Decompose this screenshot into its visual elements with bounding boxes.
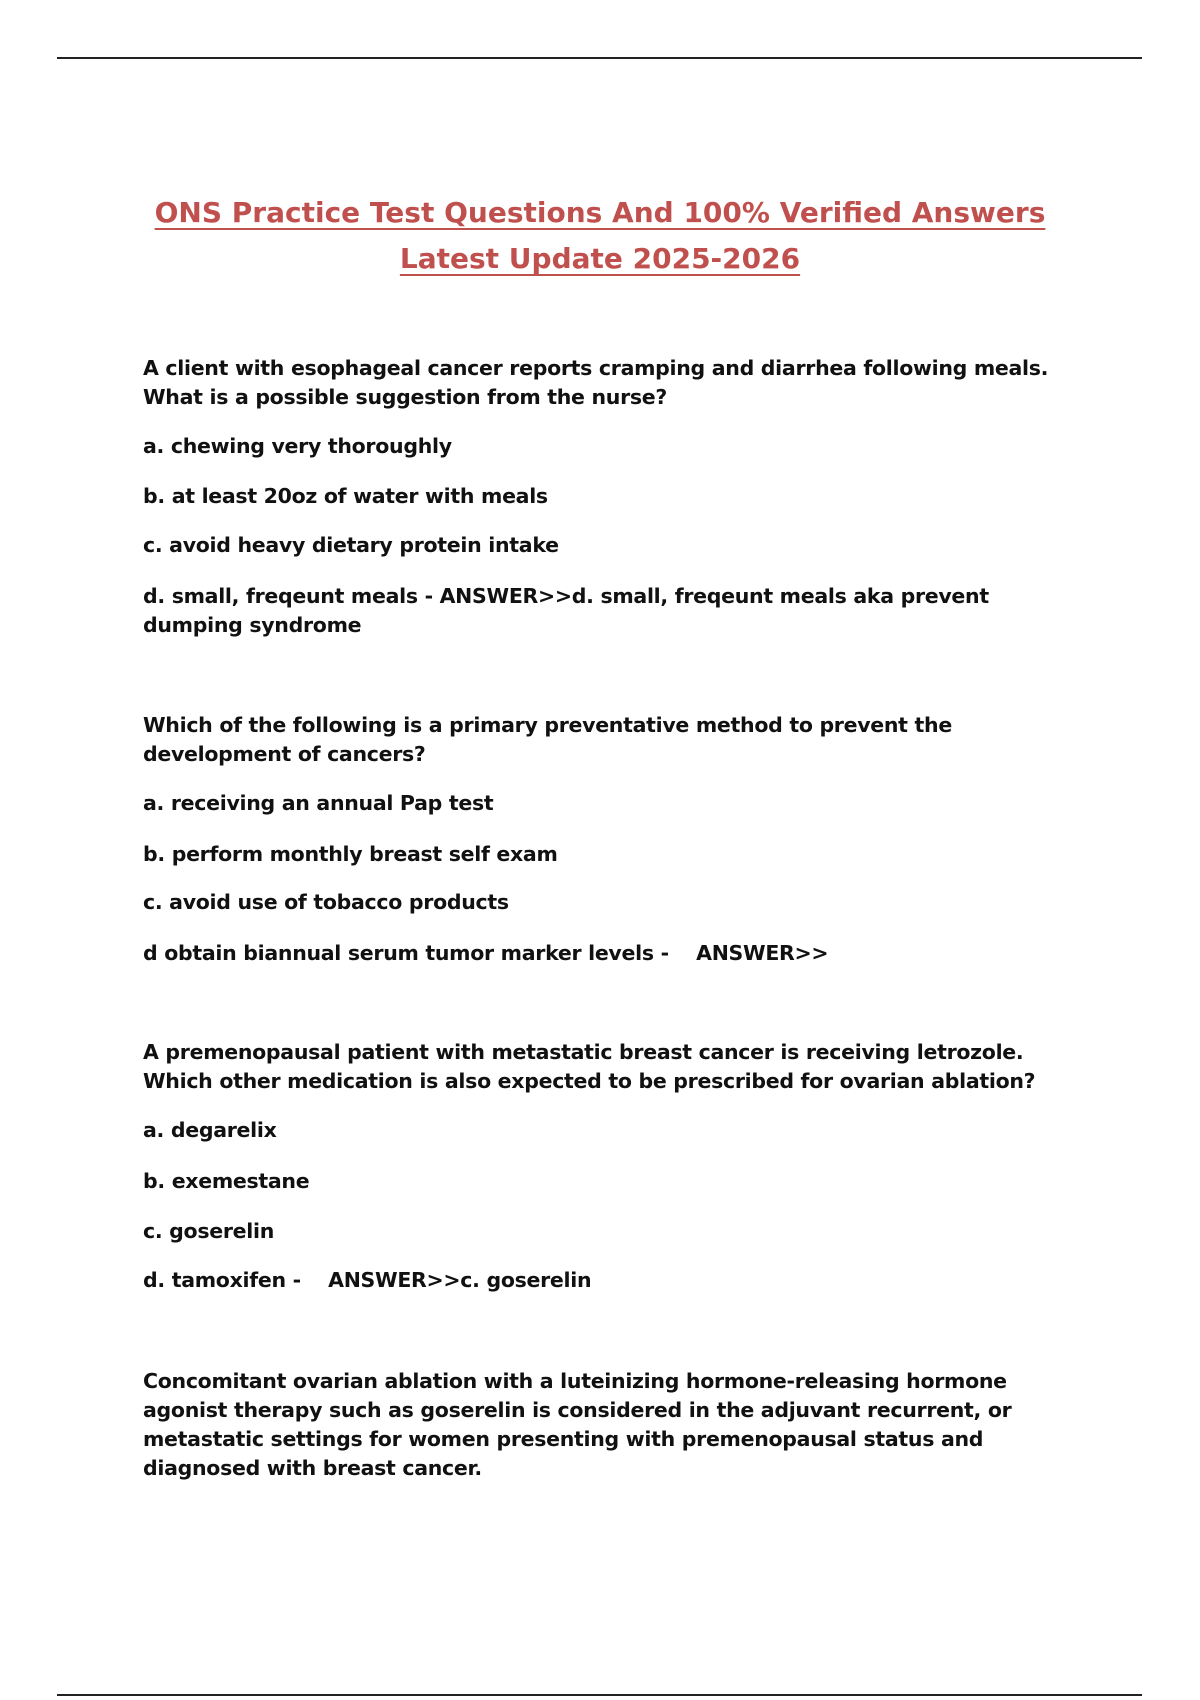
question-1-option-d-answer: d. small, freqeunt meals - ANSWER>>d. small, freqeunt meals aka prevent dumping syndrome — [143, 584, 989, 637]
question-1-stem: A client with esophageal cancer reports cramping and diarrhea following meals. What is a possible suggestion from the nurse? — [143, 356, 1049, 409]
document-title-line1 — [0, 190, 1200, 236]
bottom-divider — [57, 1694, 1142, 1696]
answer-rationale: Concomitant ovarian ablation with a luteinizing hormone-releasing hormone agonist therapy such as goserelin is considered in the adjuvant recurrent, or metastatic settings for women presenting with premenopausal status and diagnosed with breast cancer. — [143, 1369, 1012, 1480]
question-2-option-c: c. avoid use of tobacco products — [143, 890, 509, 914]
question-2-option-b: b. perform monthly breast self exam — [143, 842, 558, 866]
title-text: ONS Practice Test Questions And 100% Verified Answers — [154, 196, 1046, 229]
question-3-option-a: a. degarelix — [143, 1118, 277, 1142]
question-3-option-b: b. exemestane — [143, 1169, 310, 1193]
question-1-option-b: b. at least 20oz of water with meals — [143, 484, 548, 508]
title-text: Latest Update 2025-2026 — [399, 242, 801, 275]
question-1-option-c: c. avoid heavy dietary protein intake — [143, 533, 559, 557]
question-1-option-a: a. chewing very thoroughly — [143, 434, 452, 458]
question-2-stem: Which of the following is a primary preventative method to prevent the development of cancers? — [143, 713, 952, 766]
question-2-option-d-answer: d obtain biannual serum tumor marker levels - ANSWER>> — [143, 941, 829, 965]
question-3-option-c: c. goserelin — [143, 1219, 275, 1243]
question-3-stem: A premenopausal patient with metastatic breast cancer is receiving letrozole. Which other medication is also expected to be prescribed for ovarian ablation? — [143, 1040, 1036, 1093]
top-divider — [57, 57, 1142, 59]
question-3-option-d-answer: d. tamoxifen - ANSWER>>c. goserelin — [143, 1268, 592, 1292]
document-title-line2 — [0, 236, 1200, 282]
question-2-option-a: a. receiving an annual Pap test — [143, 791, 494, 815]
